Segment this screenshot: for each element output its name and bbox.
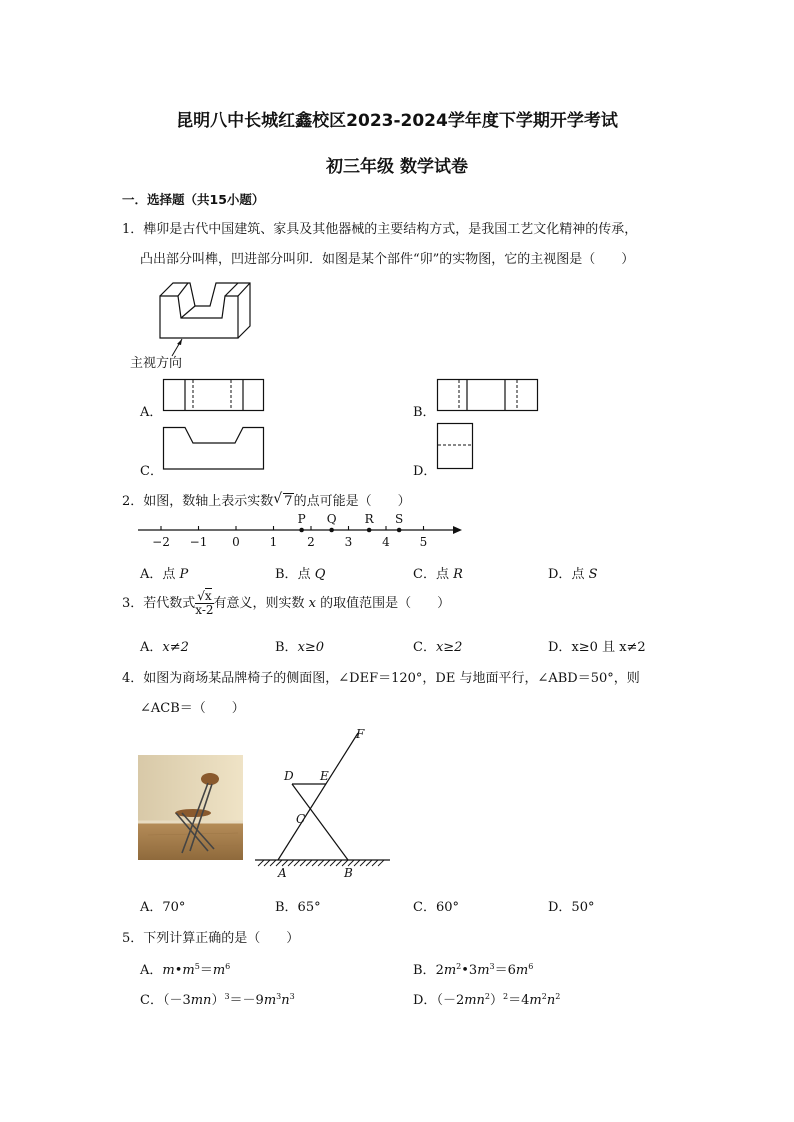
axis-tick-label: 4 bbox=[382, 535, 390, 549]
label-a: A bbox=[278, 866, 287, 880]
q2-number-line bbox=[135, 510, 470, 555]
q4-option-d: D．50° bbox=[548, 900, 595, 915]
q1-option-b-label: B． bbox=[413, 405, 436, 420]
q4-chair-photo bbox=[138, 755, 243, 860]
q5-option-b: B．$2m^2•3m^3=6m^6$ bbox=[413, 962, 534, 978]
q3-numerator bbox=[195, 590, 213, 604]
q1-option-c-label: C． bbox=[140, 464, 163, 479]
number-line-point bbox=[397, 528, 402, 533]
q2-option-b bbox=[275, 563, 325, 582]
q3-numerator-radicand: x bbox=[204, 589, 212, 603]
axis-tick-label: 3 bbox=[344, 535, 353, 549]
q1-mortise-figure bbox=[150, 276, 270, 351]
q5-option-d: D．$(-2mn^2)^2=4m^2n^2$ bbox=[413, 992, 561, 1008]
label-d: D bbox=[284, 769, 294, 783]
q3-denominator: x-2 bbox=[195, 603, 214, 617]
q2-option-d bbox=[548, 563, 597, 582]
q4-option-c: C．60° bbox=[413, 900, 459, 915]
exam-title: 昆明八中长城红鑫校区2023-2024学年度下学期开学考试 bbox=[176, 111, 618, 131]
q3-stem-mid: 有意义，则实数 bbox=[213, 596, 309, 611]
axis-tick-label: −1 bbox=[189, 535, 208, 549]
point-label: Q bbox=[326, 512, 337, 526]
exam-subtitle: 初三年级 数学试卷 bbox=[326, 157, 468, 177]
q3-option-a-letter: A． bbox=[140, 640, 163, 655]
q1-stem-line1: 1．榫卯是古代中国建筑、家具及其他器械的主要结构方式，是我国工艺文化精神的传承， bbox=[122, 222, 638, 237]
q3-stem-suffix: 的取值范围是（ ） bbox=[316, 596, 451, 611]
q3-option-b-letter: B． bbox=[275, 640, 298, 655]
q5-option-c: C．$(-3mn)^3=-9m^3n^3$ bbox=[140, 992, 295, 1008]
q2-option-a-var: P bbox=[179, 567, 189, 582]
q2-radicand: 7 bbox=[284, 494, 293, 509]
q3-option-c-letter: C． bbox=[413, 640, 436, 655]
number-line-point bbox=[299, 528, 304, 533]
q3-option-d-letter: D． bbox=[548, 640, 572, 655]
point-label: P bbox=[297, 512, 306, 526]
q2-option-b-var: Q bbox=[314, 567, 326, 582]
label-b: B bbox=[344, 866, 353, 880]
axis-tick-label: 5 bbox=[419, 535, 428, 549]
q3-option-b-expr: x≥0 bbox=[297, 640, 325, 655]
q4-stem-line2: ∠ACB＝（ ） bbox=[140, 701, 245, 716]
q2-stem bbox=[122, 490, 411, 509]
q2-option-d-letter: D． bbox=[548, 567, 572, 582]
q2-option-b-text: 点 bbox=[297, 567, 315, 582]
sqrt-sign-icon: √ bbox=[197, 589, 205, 603]
number-line-point bbox=[367, 528, 372, 533]
q5-option-b-letter: B． bbox=[413, 963, 436, 978]
q3-var: x bbox=[308, 596, 317, 611]
label-f: F bbox=[356, 727, 365, 741]
q1-option-a-figure bbox=[163, 379, 267, 413]
q2-option-a-text: 点 bbox=[162, 567, 180, 582]
q4-option-a: A．70° bbox=[140, 900, 186, 915]
q1-view-label: 主视方向 bbox=[130, 356, 183, 371]
section-heading: 一．选择题（共15小题） bbox=[122, 192, 265, 207]
q2-stem-suffix: 的点可能是（ ） bbox=[293, 494, 411, 509]
q5-option-d-letter: D． bbox=[413, 993, 437, 1008]
q2-option-c bbox=[413, 563, 463, 582]
q3-option-a-expr: x≠2 bbox=[162, 640, 189, 655]
q1-option-a-label: A． bbox=[140, 405, 163, 420]
q4-geometry-figure bbox=[250, 728, 400, 883]
q1-option-c-figure bbox=[163, 427, 267, 471]
axis-tick-label: 1 bbox=[269, 535, 278, 549]
label-e: E bbox=[320, 769, 329, 783]
q3-fraction bbox=[195, 590, 213, 617]
q5-option-c-letter: C． bbox=[140, 993, 163, 1008]
axis-arrow-icon bbox=[453, 526, 462, 534]
axis-tick-label: 0 bbox=[232, 535, 240, 549]
q1-option-d-label: D． bbox=[413, 464, 437, 479]
q4-option-b: B．65° bbox=[275, 900, 321, 915]
point-label: S bbox=[395, 512, 404, 526]
q2-option-d-var: S bbox=[588, 567, 598, 582]
q2-option-c-letter: C． bbox=[413, 567, 436, 582]
q2-option-c-var: R bbox=[453, 567, 463, 582]
q3-option-b bbox=[275, 636, 324, 655]
q3-option-c bbox=[413, 636, 462, 655]
q5-option-a-letter: A． bbox=[140, 963, 163, 978]
q2-stem-prefix: 2．如图，数轴上表示实数 bbox=[122, 494, 274, 509]
q2-option-b-letter: B． bbox=[275, 567, 298, 582]
q2-option-a-letter: A． bbox=[140, 567, 163, 582]
q3-option-d-expr: x≥0 且 x≠2 bbox=[571, 640, 646, 655]
axis-tick-label: 2 bbox=[307, 535, 315, 549]
q2-option-d-text: 点 bbox=[571, 567, 589, 582]
q3-stem bbox=[122, 590, 450, 617]
q5-option-a: A．$m•m^5=m^6$ bbox=[140, 962, 231, 978]
q3-option-a bbox=[140, 636, 189, 655]
point-label: R bbox=[364, 512, 374, 526]
q1-option-b-figure bbox=[437, 379, 541, 413]
q1-stem-line2: 凸出部分叫榫，凹进部分叫卯．如图是某个部件“卯”的实物图，它的主视图是（ ） bbox=[140, 252, 635, 267]
q5-stem: 5．下列计算正确的是（ ） bbox=[122, 931, 300, 946]
q1-option-d-figure bbox=[437, 423, 477, 473]
q3-option-d bbox=[548, 636, 646, 655]
q2-sqrt bbox=[273, 491, 293, 509]
q3-stem-prefix: 3．若代数式 bbox=[122, 596, 196, 611]
q2-option-c-text: 点 bbox=[435, 567, 454, 582]
q2-option-a bbox=[140, 563, 188, 582]
number-line-point bbox=[329, 528, 334, 533]
label-c: C bbox=[296, 812, 306, 826]
q4-stem-line1: 4．如图为商场某品牌椅子的侧面图，∠DEF＝120°，DE 与地面平行，∠ABD＝50°，则 bbox=[122, 671, 640, 686]
sqrt-sign-icon: √ bbox=[273, 491, 283, 507]
axis-tick-label: −2 bbox=[152, 535, 170, 549]
q3-option-c-expr: x≥2 bbox=[435, 640, 463, 655]
